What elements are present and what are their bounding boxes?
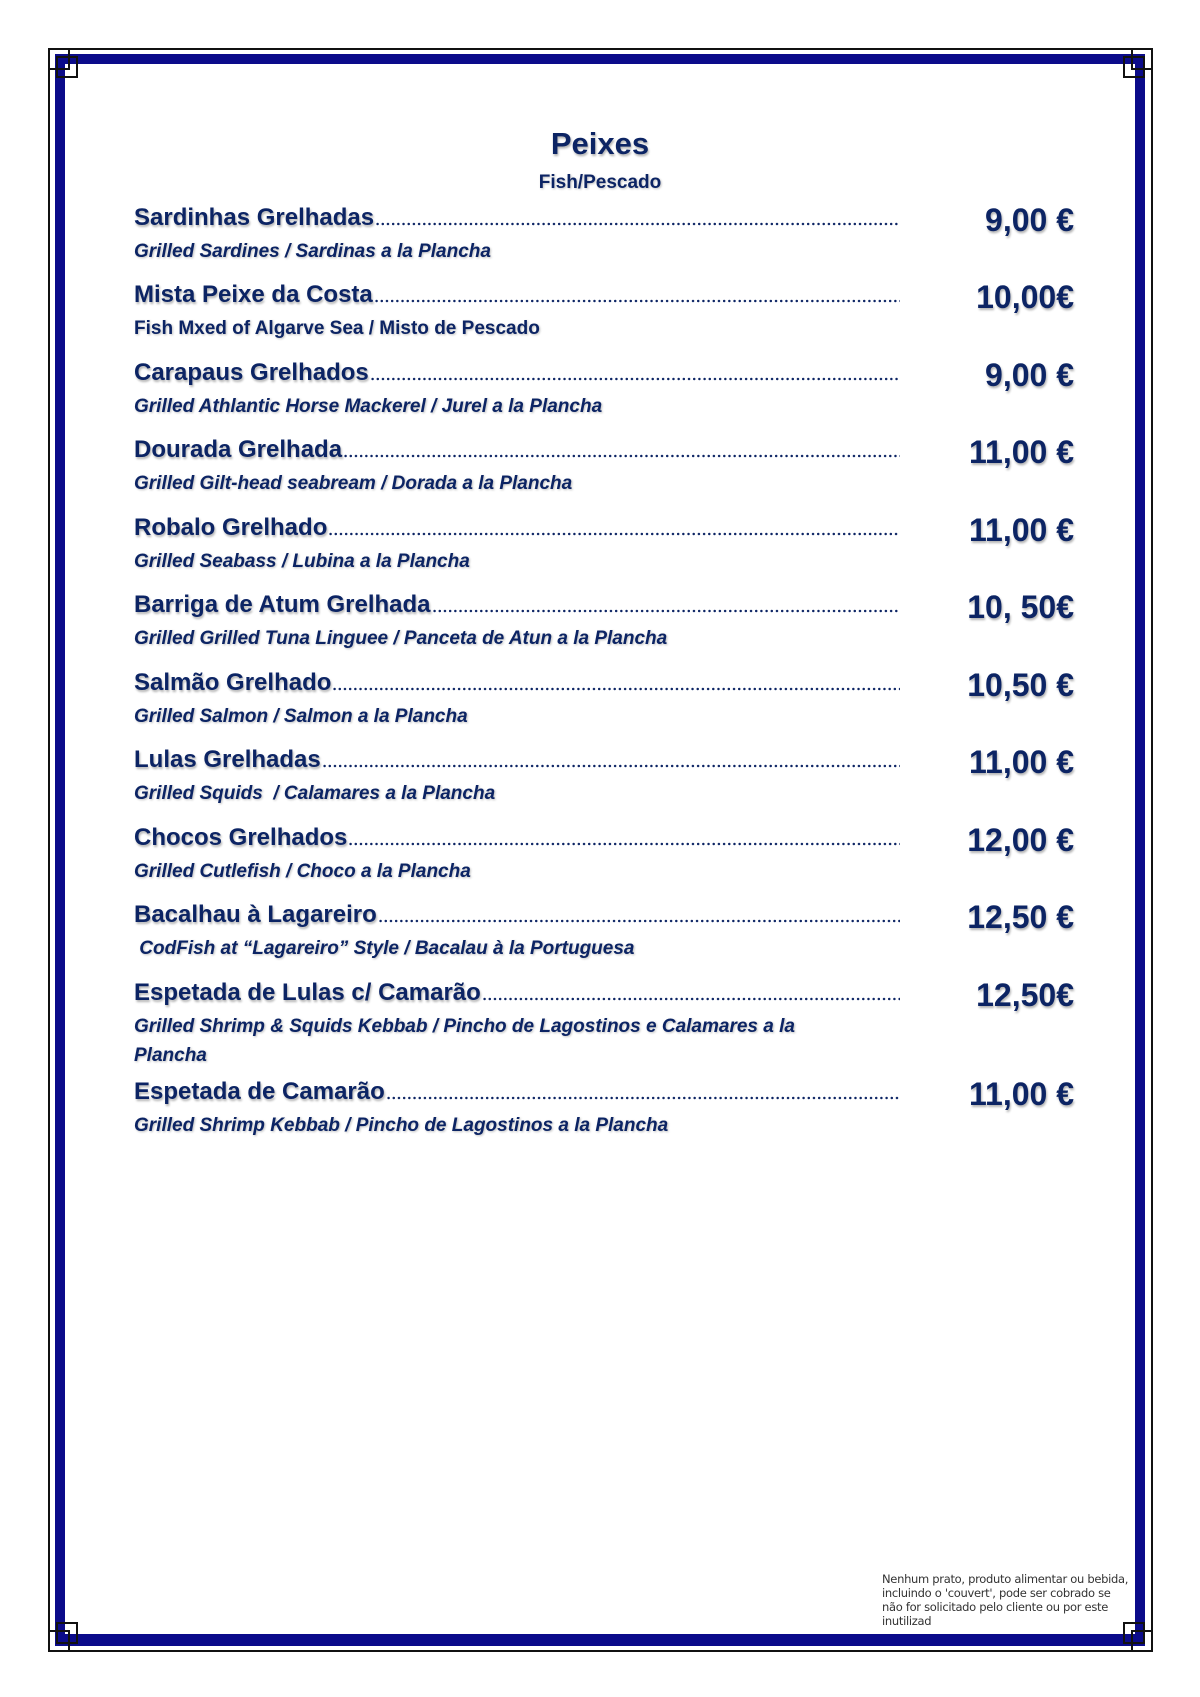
dot-leader	[374, 299, 900, 303]
item-price: 11,00 €	[969, 512, 1074, 548]
border-band-left	[55, 54, 65, 1646]
menu-item	[134, 359, 1074, 421]
item-name: Barriga de Atum Grelhada	[134, 591, 431, 618]
menu-item	[134, 979, 1074, 1070]
menu-item	[134, 824, 1074, 886]
item-description: Grilled Sardines / Sardinas a la Plancha	[134, 241, 491, 262]
item-price: 10,00€	[976, 279, 1074, 315]
item-price: 10,50 €	[967, 667, 1074, 703]
dot-leader	[348, 842, 900, 846]
item-description: Grilled Cutlefish / Choco a la Plancha	[134, 861, 471, 882]
item-description: Fish Mxed of Algarve Sea / Misto de Pescado	[134, 318, 540, 339]
dot-leader	[370, 377, 900, 381]
corner-ornament	[1123, 1622, 1145, 1644]
menu-item	[134, 746, 1074, 808]
dot-leader	[332, 687, 900, 691]
corner-ornament	[56, 1622, 78, 1644]
item-price: 12,50€	[976, 977, 1074, 1013]
item-description: Grilled Athlantic Horse Mackerel / Jurel a la Plancha	[134, 396, 603, 417]
menu-item	[134, 901, 1074, 963]
item-description: CodFish at “Lagareiro” Style / Bacalau à la Portuguesa	[134, 938, 635, 959]
item-name: Carapaus Grelhados	[134, 359, 369, 386]
menu-item	[134, 436, 1074, 498]
menu-item	[134, 204, 1074, 266]
dot-leader	[375, 222, 900, 226]
menu-item	[134, 669, 1074, 731]
border-line-left	[48, 48, 50, 1652]
legal-notice: Nenhum prato, produto alimentar ou bebida, incluindo o 'couvert', pode ser cobrado se não for solicitado pelo cliente ou por este inutilizad	[882, 1572, 1129, 1628]
dot-leader	[322, 764, 900, 768]
item-description: Grilled Seabass / Lubina a la Plancha	[134, 551, 470, 572]
dot-leader	[482, 997, 900, 1001]
menu-item	[134, 514, 1074, 576]
menu-item	[134, 281, 1074, 343]
item-price: 12,50 €	[967, 899, 1074, 935]
border-line-top	[48, 48, 1152, 50]
item-description: Grilled Shrimp & Squids Kebbab / Pincho de Lagostinos e Calamares a la Plancha	[134, 1016, 795, 1066]
page-subtitle: Fish/Pescado	[538, 172, 662, 193]
dot-leader	[343, 454, 900, 458]
dot-leader	[386, 1096, 900, 1100]
menu-item	[134, 1078, 1074, 1140]
item-description: Grilled Shrimp Kebbab / Pincho de Lagostinos a la Plancha	[134, 1115, 669, 1136]
item-price: 11,00 €	[969, 434, 1074, 470]
dot-leader	[378, 919, 900, 923]
item-description: Grilled Salmon / Salmon a la Plancha	[134, 706, 468, 727]
menu-item	[134, 591, 1074, 653]
border-line-bottom	[48, 1650, 1152, 1652]
dot-leader	[328, 532, 900, 536]
item-price: 11,00 €	[969, 1076, 1074, 1112]
item-name: Sardinhas Grelhadas	[134, 204, 375, 231]
dot-leader	[432, 609, 900, 613]
item-description: Grilled Gilt-head seabream / Dorada a la Plancha	[134, 473, 573, 494]
item-name: Mista Peixe da Costa	[134, 281, 373, 308]
page-title: Peixes	[550, 126, 650, 161]
item-name: Espetada de Lulas c/ Camarão	[134, 979, 481, 1006]
item-description: Grilled Squids / Calamares a la Plancha	[134, 783, 496, 804]
item-price: 11,00 €	[969, 744, 1074, 780]
item-name: Robalo Grelhado	[134, 514, 328, 541]
border-line-right	[1151, 48, 1153, 1652]
item-name: Chocos Grelhados	[134, 824, 348, 851]
item-price: 10, 50€	[967, 589, 1074, 625]
item-name: Lulas Grelhadas	[134, 746, 321, 773]
item-name: Bacalhau à Lagareiro	[134, 901, 377, 928]
item-price: 9,00 €	[985, 202, 1074, 238]
corner-ornament	[1123, 56, 1145, 78]
item-price: 9,00 €	[985, 357, 1074, 393]
item-name: Dourada Grelhada	[134, 436, 343, 463]
item-name: Espetada de Camarão	[134, 1078, 385, 1105]
border-band-right	[1135, 54, 1145, 1646]
border-band-top	[55, 54, 1145, 64]
item-name: Salmão Grelhado	[134, 669, 332, 696]
border-band-bottom	[55, 1634, 1145, 1646]
item-price: 12,00 €	[967, 822, 1074, 858]
item-description: Grilled Grilled Tuna Linguee / Panceta de Atun a la Plancha	[134, 628, 668, 649]
corner-ornament	[56, 56, 78, 78]
